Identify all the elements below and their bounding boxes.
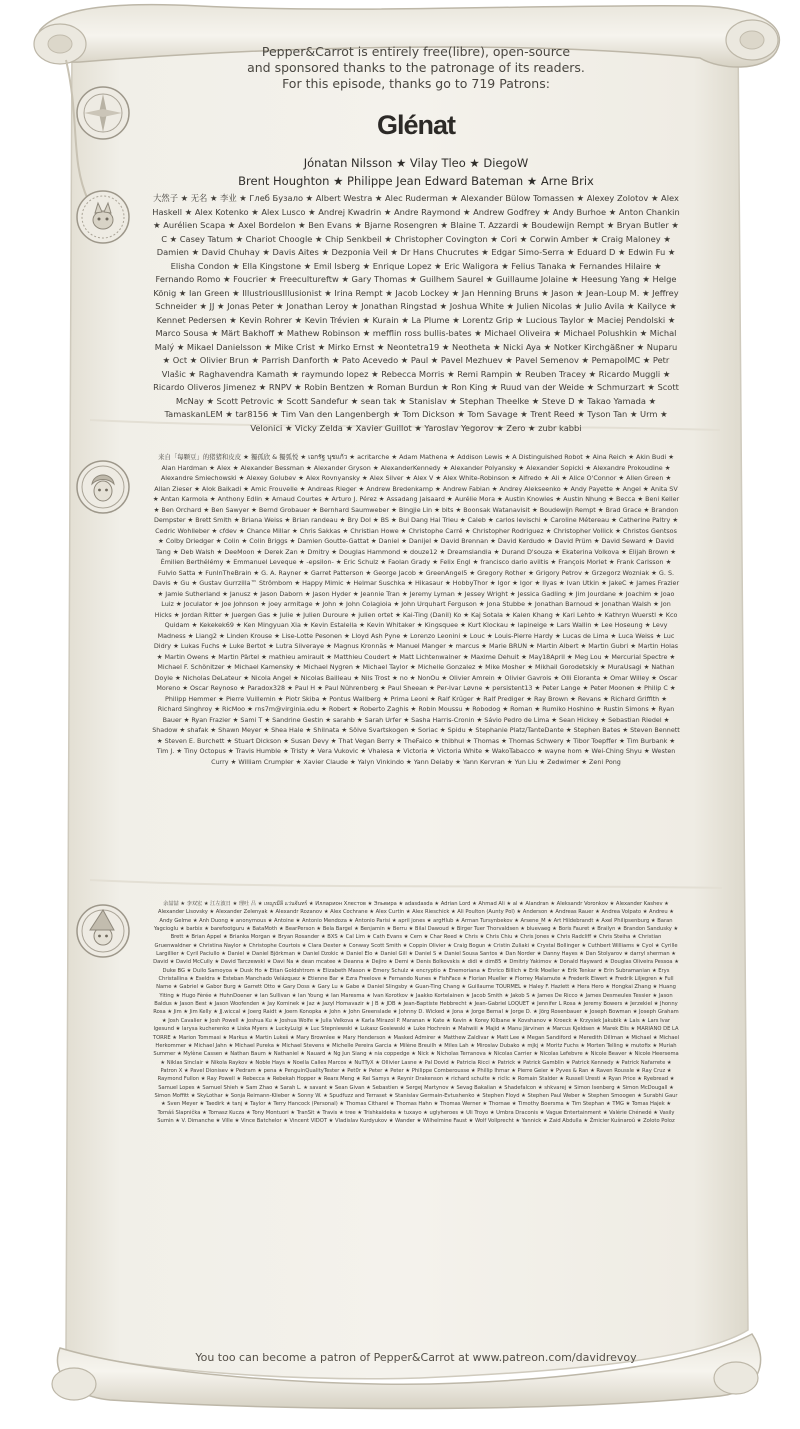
tier-3-patron-list: 余喆喆 ★ 李双宏 ★ 江左波日 ★ 理吐 吕 ★ เหญูรมีลี แว่นจันทร์ ★ Илларион Хлестов ★ Эльвира ★ adasdasda ★ Adrian Lord ★ Ahmad Ali ★ al ★ Alandran ★ Aleksandr Voronkov ★ Alexander Kashev ★ Alexander Lisovsky ★ Alexander Zelenyak ★ Alexandr Rozanov ★ Alex Cochrane ★ Alex Curtin ★ Alex Rieschick ★ Ali Poulton (Aunty Pol) ★ Anderson ★ Andreas Rauer ★ Andrea Volpato ★ Andreu ★ Andy Gelme ★ Anh Duong ★ anonymous ★ Antoine ★ Antonio Mendoza ★ Antonio Parisi ★ april jones ★ argHlub ★ Arman Tursynbekov ★ Arsene_M ★ Art Hildebrandt ★ Axel Philipsenburg ★ Baran Yagcioglu ★ barbix ★ barefootguru ★ BataMoth ★ BearPerson ★ Bela Bargel ★ Benjamin ★ Berru ★ Bilal Dawoud ★ Birger Tuer Thorvaldsen ★ bluevaeg ★ Boris Fauret ★ Brailyn ★ Brandon Sandusky ★ Brett ★ Brian Appel ★ Brianka Morgan ★ Bryan Rosander ★ BXS ★ Cal Lim ★ Cath Evans ★ Cem ★ Char Reed ★ Chris ★ Chris Chiu ★ Chris Jones ★ Chris Radcliff ★ Chris Steiha ★ Christian Gruenwaldner ★ Christina Naylor ★ Christophe Courtois ★ Clara Dexter ★ Conway Scott Smith ★ Coppin Olivier ★ Craig Bogun ★ Cristin Zuliaki ★ Crystal Bollinger ★ Cuthbert Williams ★ Cyol ★ Cyrille Largillier ★ Cyril Paciullo ★ Daniel ★ Daniel Björkman ★ Daniel Dzokic ★ Daniel Elo ★ Daniel Gill ★ Daniel S ★ Daniel Sousa Santos ★ Dan Norder ★ Danny Hayes ★ Dan Stolyarov ★ darryl sherman ★ David ★ David McCully ★ David Tarczewski ★ Davi Na ★ dean mcatee ★ Deanna ★ Dejiro ★ Demi ★ Denis Bolkovskis ★ didi ★ dim85 ★ Dmitriy Yakimov ★ Donald Hayward ★ Douglas Oliveira Pessoa ★ Duke BG ★ Duilo Samoyoa ★ Dusk Ho ★ Eitan Goldshtrom ★ Elizabeth Mason ★ Emery Schulz ★ encryptio ★ Enemoriana ★ Enrico Billich ★ Erik Moeller ★ Erik Tenkar ★ Erin Subramanian ★ Erys Christallina ★ Eseldra ★ Esteban Manchado Velázquez ★ Etienne Bar ★ Ezra Freelove ★ Fernando Nunes ★ FishFace ★ Florian Mueller ★ Florrey Malamute ★ Frederik Elwert ★ Fredrik Liljegren ★ Full Name ★ Gabriel ★ Gabor Burg ★ Garrett Otto ★ Gary Doss ★ Gary Lu ★ Gabe ★ Daniel Slingsby ★ Guan-Ting Chang ★ Guillaume TOURMEL ★ Haley F. Hazlett ★ Hera Hero ★ Hongkai Zhang ★ Huang Yiting ★ Hugo Fèrée ★ HuhnDoener ★ Ian Sullivan ★ Ian Young ★ Ian Maresma ★ Ivan Korotkov ★ Jaakko Kortelainen ★ Jacob Smith ★ Jakob S ★ James De Ricco ★ James Desmeules Tessier ★ Jason Baldus ★ Jason Best ★ Jason Woofenden ★ Jay Kominek ★ Jaz ★ Jazyl Homavazir ★ J B ★ JDB ★ Jean-Baptiste Hebbrecht ★ Jean-Gabriel LOQUET ★ Jennifer L Rosa ★ Jeremy Bowers ★ Jerzekiel ★ Jhonny Rosa ★ Jim ★ Jim Kelly ★ JJ.wiccal ★ Joerg Raidt ★ Joern Konopka ★ John ★ John Greenslade ★ Johnny D. Wicked ★ Jona ★ Jorge Bernal ★ Jorge D. ★ Jörg Rosenbauer ★ Joseph Bowman ★ Joseph Graham ★ Josh Cavalier ★ Josh Powell ★ Joshua Ku ★ Joshua Wolfe ★ Julia Velkova ★ Karla Mirazol P. Maranan ★ Kate ★ Kevin ★ Korey Kilbane ★ Kovshanov ★ Kroeck ★ Krzysiek Jakubik ★ Lais ★ Lars Ivar Igesund ★ larysa kucherenko ★ Liska Myers ★ LuckyLuigi ★ Luc Stepniewski ★ Lukasz Gosiewski ★ Luke Hochrein ★ Mahwiii ★ Majid ★ Manu Järvinen ★ Marcus Kjeldsen ★ Marek Elis ★ MARIANO DE LA TORRE ★ Marion Tommasi ★ Markus ★ Martin Lukeš ★ Mary Brownlee ★ Mary Henderson ★ Masked Admirer ★ Matthew Zaldivar ★ Matt Lee ★ Megan Sandiford ★ Meredith Dillman ★ Michael ★ Michael Herkommer ★ Michael Jahn ★ Michael Pureka ★ Michael Stevens ★ Michelle Pereira Garcia ★ Milène Breuilh ★ Miles Lah ★ Miroslav Dubako ★ mjkj ★ Moritz Fuchs ★ Morten Telling ★ mutofix ★ Muriah Summer ★ Mylène Cassen ★ Nathan Baum ★ Nathaniel ★ Nauard ★ Ng Jun Siang ★ nia coppedge ★ Nick ★ Nicholas Terranova ★ Nicolas Carrier ★ Nicolas Lefebvre ★ Nicole Beaver ★ Nicole Heersema ★ Niklas Sinclair ★ Nikola Raykov ★ Noble Hays ★ Noella Calles Marcos ★ NuTTyX ★ Ollivier Lasne ★ Pal Dovid ★ Patricia Ricci ★ Patrick ★ Patrick Gamblin ★ Patrick Kennedy ★ Patrick Nafarrete ★ Patron X ★ Pavel Dionisev ★ Pedram ★ pena ★ PenguinQualityTester ★ Pet0r ★ Peter ★ Peter ★ Philippe Comberousse ★ Phillip Ihmar ★ Pierre Geier ★ Pyves & Ran ★ Raven Roussle ★ Ray Cruz ★ Raymond Fullon ★ Ray Powell ★ Rebecca ★ Rebekah Hopper ★ Rearx Meng ★ Rei Samys ★ Reynir Drakenson ★ richard schulte ★ riclic ★ Romain Stalder ★ Russell Uresti ★ Ryan Price ★ Ryebread ★ Samuel Lopes ★ Samuel Shieh ★ Sam Zhao ★ Sarah L. ★ savant ★ Sean Givan ★ Sebastien ★ Sergej Martynov ★ Sevag Bakalian ★ Shadefalcon ★ shkvarej ★ Simon Isenberg ★ Simon McDougall ★ Simon Moffitt ★ SkyLothar ★ Sonja Reimann-Klieber ★ Sonny W. ★ Spudfuzz and Terraset ★ Stanislav Germain-Evtushenko ★ Stephen Floyd ★ Stephen Paul Weber ★ Stephen Smoogen ★ Surabhi Gaur ★ Sven Meyer ★ Taedirk ★ tanj ★ Taylor ★ Terry Hancock (Personal) ★ Thomas Citharel ★ Thomas Hahn ★ Thomas Werner ★ Thornae ★ Timothy Boersma ★ Tim Stephan ★ TMG ★ Tomas Hajek ★ Tomáš Slapnička ★ Tomasz Kucza ★ Tony Montuori ★ TranSit ★ Travis ★ tree ★ Trishkaideka ★ tuxayo ★ uglyheroes ★ Uli Troyo ★ Umbra Draconis ★ Vague Entertainment ★ Valérie Chénedé ★ Vasily Sumin ★ V. Dimanche ★ Ville ★ Vince Batchelor ★ Vincent VIDOT ★ Vladislav Kurdyukov ★ Wander ★ Wilhelmine Faust ★ Wolf Vollprecht ★ Yannick ★ Zaid Abdulla ★ Źmicier Kušnaroŭ ★ Zoloto Poloz [152, 901, 680, 1124]
top-tier-patrons [142, 154, 690, 190]
intro-line-1: Pepper&Carrot is entirely free(libre), open-source [261, 44, 571, 59]
pepper-medal-icon [74, 458, 132, 516]
compass-seal-icon [74, 84, 132, 142]
tier-2-patron-list: 来自「每颗豆」的猪猪和皮皮 ★ 獨孤欣 & 獨弧悦 ★ เอกรัฐ นุชแก้ว ★ acritarche ★ Adam Mathena ★ Addison Lewis ★ A Distinguished Robot ★ Aina Reich ★ Akin Budi ★ Alan Hardman ★ Alex ★ Alexander Bessman ★ Alexander Gryson ★ AlexanderKennedy ★ Alexander Polyansky ★ Alexander Sopicki ★ Alexandre Prokoudine ★ Alexandre Smiechowski ★ Alexey Golubev ★ Alex Rovnyansky ★ Alex Silver ★ Alex V ★ Alex White-Robinson ★ Alfredo ★ Ali ★ Alice O'Connor ★ Allen Green ★ Allan Zieser ★ Alok Baikadi ★ Amic Frouvelle ★ Andreas Rieger ★ Andrew Bredenkamp ★ Andrew Fabian ★ Andrey Alekseenko ★ Andy Payette ★ Angel ★ Anita SV ★ Antan Karmola ★ Anthony Edlin ★ Arnaud Courtes ★ Arturo J. Pérez ★ Assadang Jaisaard ★ Aurélie Mora ★ Austin Knowles ★ Austin Nhung ★ Becca ★ Beni Keller ★ Ben Orchard ★ Ben Sawyer ★ Bernd Grobauer ★ Bernhard Saumweber ★ Bingjie Lin ★ bits ★ Boonsak Watanavisit ★ Boudewijn Rempt ★ Brad Grace ★ Brandon Dempster ★ Brett Smith ★ Briana Weiss ★ Brian randeau ★ Bry Dol ★ BS ★ Bui Dang Hai Trieu ★ Caleb ★ carlos levischi ★ Caroline Métereau ★ Catherine Paltry ★ Cedric Wohlleber ★ cfdev ★ Chance Millar ★ Chris Sakkas ★ Christian Howe ★ Christophe Carré ★ Christopher Rodriguez ★ Christopher Vollick ★ Christos Gentsos ★ Colby Driedger ★ Colin ★ Colin Briggs ★ Damien Goutte-Gattat ★ Daniel ★ Danijel ★ David Brennan ★ David Kerdudo ★ David Prüm ★ David Seward ★ David Tang ★ Deb Walsh ★ DeeMoon ★ Derek Zan ★ Dmitry ★ Douglas Hammond ★ douze12 ★ Dreamslandia ★ Durand D'souza ★ Ekaterina Volkova ★ Elijah Brown ★ Émilien Berthélémy ★ Emmanuel Leveque ★ -epsilon- ★ Eric Schulz ★ Faolan Grady ★ Felix Engl ★ francisco dario aviltis ★ François Morlet ★ Frank Carlsson ★ Fulvio Satta ★ FunInTheBrain ★ G. A. Rayner ★ Garret Patterson ★ George Jacob ★ GreenAngel5 ★ Gregory Rother ★ Grigory Petrov ★ Grzegorz Wozniak ★ G. S. Davis ★ Gu ★ Gustav Gurrzilla™ Strömbom ★ Happy Mimic ★ Helmar Suschka ★ Hikasaur ★ HobbyThor ★ Igor ★ Igor ★ Ilyas ★ Ivan Utkin ★ JakeC ★ James Frazier ★ Jamie Sutherland ★ Janusz ★ Jason Daborn ★ Jason Hyder ★ Jeannie Tran ★ Jeremy Lyman ★ Jessey Wright ★ Jessica Gadling ★ Jim Jourdane ★ Joachim ★ Joao Luiz ★ Joculator ★ Joe Johnson ★ joey armitage ★ John ★ John Colagioia ★ John Urquhart Ferguson ★ Jona Stubbe ★ Jonathan Barnoud ★ Jonathan Walsh ★ Jon Hicks ★ Jordan Ritter ★ Juergen Gas ★ Julie ★ Julien Duroure ★ julien ortet ★ Kai-Ting (Danil) Ko ★ Kaj Sotala ★ Kalen Khang ★ Kari Lehto ★ Kathryn Wuerstl ★ Kco Quidam ★ Kekekek69 ★ Ken Mingyuan Xia ★ Kevin Estalella ★ Kevin Whitaker ★ Kingsquee ★ Kurt Klockau ★ lapineige ★ Lars Wallin ★ Lee Hoseung ★ Levy Madness ★ Liang2 ★ Linden Krouse ★ Lise-Lotte Pesonen ★ Lloyd Ash Pyne ★ Lorenzo Leonini ★ Louc ★ Louis-Pierre Hardy ★ Lucas de Lima ★ Luca Weiss ★ Luc Didry ★ Lukas Fuchs ★ Luke Bertot ★ Lutra Silveraye ★ Magnus Kronnäs ★ Manuel Manger ★ marcus ★ Marie BRUN ★ Martin Albert ★ Martin Gubri ★ Martin Holas ★ Martin Owens ★ Martin Pärtel ★ mathieu amirault ★ Matthieu Coudert ★ Matt Lichtenwalner ★ Maxime Dehuit ★ May18April ★ Meg Lou ★ Mercurial Spectre ★ Michael F. Schönitzer ★ Michael Kamensky ★ Michael Nygren ★ Michael Taylor ★ Michelle Gonzalez ★ Mike Mosher ★ Mikhail Gorodetskiy ★ MuraUsagi ★ Nathan Doyle ★ Nicholas DeLateur ★ Nicola Angel ★ Nicolas Bailleau ★ Nils Trost ★ no ★ NonOu ★ Olivier Amrein ★ Olivier Gavrois ★ Olli Eloranta ★ Omar Willey ★ Oscar Moreno ★ Oscar Reynoso ★ Paradox328 ★ Paul H ★ Paul Nührenberg ★ Paul Sheean ★ Per-Ivar Løvne ★ persistent13 ★ Peter Lange ★ Peter Moonen ★ Philip C ★ Philipp Hemmer ★ Pierre Vuillemin ★ Piotr Skiba ★ Pontus Wallberg ★ Prima Leoni ★ Ralf Krüger ★ Ralf Prediger ★ Ray Brown ★ Revans ★ Richard Griffith ★ Richard Singhroy ★ RicMoo ★ rns7m@virginia.edu ★ Robert ★ Roberto Zaghis ★ Robin Moussu ★ Robodog ★ Roman ★ Rumiko Hoshino ★ Rustin Simons ★ Ryan Bauer ★ Ryan Frazier ★ Sami T ★ Sandrine Gestin ★ sarahb ★ Sarah Urfer ★ Sasha Harris-Cronin ★ Sávio Pedro de Lima ★ Sean Hickey ★ Sebastian Riedel ★ Shadow ★ shafak ★ Shawn Meyer ★ Shea Hale ★ Shilnata ★ Sölve Svartskogen ★ Soriac ★ Spidu ★ Stephanie Platz/TanteDante ★ Stephen Bates ★ Steven Bennett ★ Steven E. Burchett ★ Stuart Dickson ★ Susan Devy ★ That Vegan Berry ★ TheFaico ★ thibhul ★ Thomas ★ Thomas Schwery ★ Tibor Toepffer ★ Tim Burbank ★ Tim J. ★ Tiny Octopus ★ Travis Humble ★ Tristy ★ Vera Vukovic ★ Vhalesa ★ Victoria ★ Victoria White ★ WakoTabacco ★ wayne hom ★ Wei-Ching Shyu ★ Westen Curry ★ William Crumpler ★ Xavier Claude ★ Yalyn Vinkindo ★ Yann Delaby ★ Yann Kervran ★ Yun Liu ★ Zedwimer ★ Zeni Pong [152, 453, 680, 766]
top-patrons-line-2: Brent Houghton ★ Philippe Jean Edward Bateman ★ Arne Brix [238, 174, 594, 188]
sponsor-logo: Glénat [376, 110, 456, 140]
intro-text [142, 44, 690, 92]
witch-medal-icon [74, 902, 132, 960]
tier-1-patron-list: 大然子 ★ 无名 ★ 李业 ★ Глеб Бузало ★ Albert Westra ★ Alec Ruderman ★ Alexander Bülow Tomassen ★ Alexey Zolotov ★ Alex Haskell ★ Alex Kotenko ★ Alex Lusco ★ Andrej Kwadrin ★ Andre Raymond ★ Andrew Godfrey ★ Andy Burhoe ★ Anton Chankin ★ Aurélien Scapa ★ Axel Bordelon ★ Ben Evans ★ Bjarne Rosengren ★ Blaine T. Azzardi ★ Boudewijn Rempt ★ Bryan Butler ★ C ★ Casey Tatum ★ Chariot Choogle ★ Chip Senkbeil ★ Christopher Covington ★ Cori ★ Corwin Amber ★ Craig Maloney ★ Damien ★ David Chuhay ★ Davis Aites ★ Dezponia Veil ★ Dr Hans Chucrutes ★ Edgar Simo-Serra ★ Eduard D ★ Edwin Fu ★ Elisha Condon ★ Ella Kingstone ★ Emil Isberg ★ Enrique Lopez ★ Eric Waligora ★ Felius Tanaka ★ Fernandes Hilaire ★ Fernando Romo ★ Foucrier ★ Freecultureftw ★ Gary Thomas ★ Guilhem Saurel ★ Guillaume Jolaine ★ Heesung Yang ★ Helge König ★ Ian Green ★ IllustriousIllusionist ★ Irina Rempt ★ Jacob Lockey ★ Jan Henning Bruns ★ Jason ★ Jean-Loup M. ★ Jeffrey Schneider ★ JJ ★ Jonas Peter ★ Jonathan Leroy ★ Jonathan Ringstad ★ Joshua White ★ Julien Nicolas ★ Julio Avila ★ Kailyce ★ Kennet Pedersen ★ Kevin Rohrer ★ Kevin Trévien ★ Kurain ★ La Plume ★ Lorentz Grip ★ Lucious Taylor ★ Maciej Pendolski ★ Marco Sousa ★ Märt Bakhoff ★ Mathew Robinson ★ mefflin ross bullis-bates ★ Michael Oliveira ★ Michael Polushkin ★ Michal Malý ★ Mikael Danielsson ★ Mike Crist ★ Mirko Ernst ★ Neontetra19 ★ Neotheta ★ Nicki Aya ★ Notker Kirchgäßner ★ Nuparu ★ Oct ★ Olivier Brun ★ Parrish Danforth ★ Pato Acevedo ★ Paul ★ Pavel Mezhuev ★ Pavel Semenov ★ PemapolMC ★ Petr Vlašic ★ Raghavendra Kamath ★ raymundo lopez ★ Rebecca Morris ★ Remi Rampin ★ Reuben Tracey ★ Ricardo Muggli ★ Ricardo Oliveros Jimenez ★ RNPV ★ Robin Bentzen ★ Roman Burdun ★ Ron King ★ Ruud van der Weide ★ Schmurzart ★ Scott McNay ★ Scott Petrovic ★ Scott Sandefur ★ sean tak ★ Stanislav ★ Stephan Theelke ★ Steve D ★ Takao Yamada ★ TamaskanLEM ★ tar8156 ★ Tim Van den Langenbergh ★ Tom Dickson ★ Tom Savage ★ Trent Reed ★ Tyson Tan ★ Urm ★ Velonici ★ Vicky Zelda ★ Xavier Guillot ★ Yaroslav Yegorov ★ Zero ★ zubr kabbi [152, 193, 680, 433]
patreon-footer-link[interactable]: You too can become a patron of Pepper&Carrot at www.patreon.com/davidrevoy [195, 1351, 637, 1364]
carrot-medal-icon [74, 188, 132, 246]
top-patrons-line-1: Jónatan Nilsson ★ Vilay Tleo ★ DiegoW [303, 156, 529, 170]
intro-line-3: For this episode, thanks go to 719 Patrons: [282, 76, 550, 91]
intro-line-2: and sponsored thanks to the patronage of its readers. [247, 60, 585, 75]
